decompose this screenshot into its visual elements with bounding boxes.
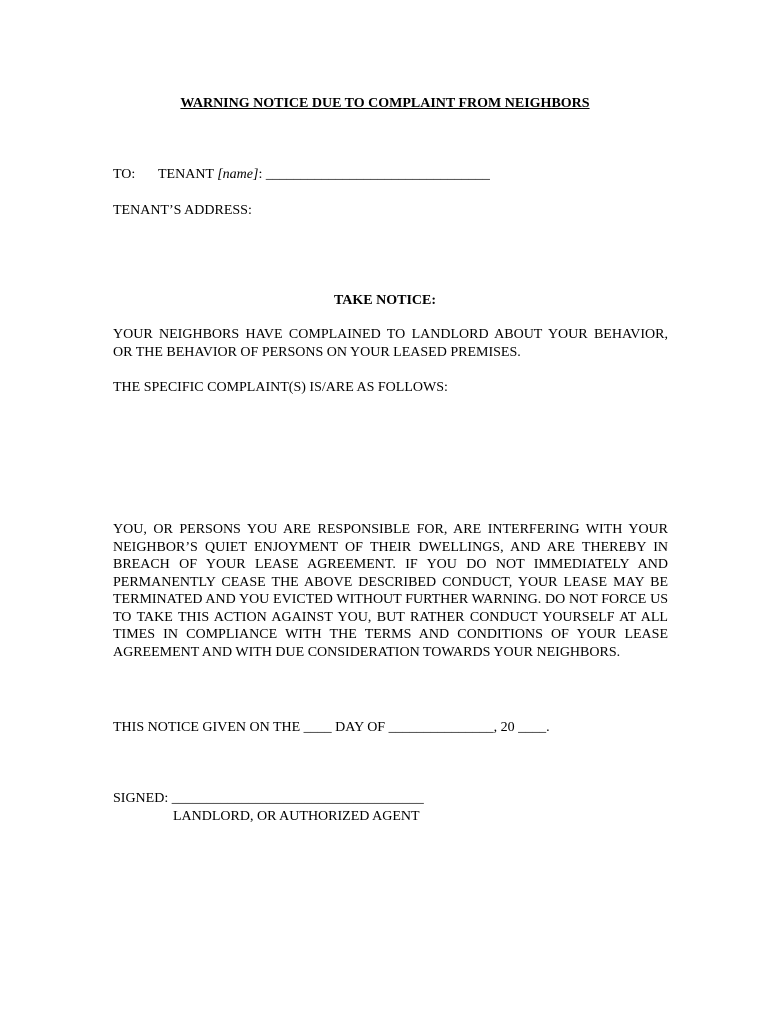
take-notice-heading: TAKE NOTICE: (333, 293, 437, 308)
to-label: TO: (113, 167, 136, 182)
document-title: WARNING NOTICE DUE TO COMPLAINT FROM NEIGHBORS (180, 96, 590, 111)
signer-title: LANDLORD, OR AUTHORIZED AGENT (173, 809, 420, 824)
tenant-name-placeholder: [name] (217, 167, 259, 182)
warning-paragraph: YOU, OR PERSONS YOU ARE RESPONSIBLE FOR, ARE INTERFERING WITH YOUR NEIGHBOR’S QUIET ENJOYMENT OF THEIR DWELLINGS, AND ARE THEREBY IN BREACH OF YOUR LEASE AGREEMENT. IF YOU DO NOT IMMEDIATELY AND PERMANENTLY CEASE THE ABOVE DESCRIBED CONDUCT, YOUR LEASE MAY BE TERMINATED AND YOU EVICTED WITHOUT FURTHER WARNING. DO NOT FORCE US TO TAKE THIS ACTION AGAINST YOU, BUT RATHER CONDUCT YOURSELF AT ALL TIMES IN COMPLIANCE WITH THE TERMS AND CONDITIONS OF YOUR LEASE AGREEMENT AND WITH DUE CONSIDERATION TOWARDS YOUR NEIGHBORS. (113, 522, 668, 660)
complaint-paragraph: YOUR NEIGHBORS HAVE COMPLAINED TO LANDLORD ABOUT YOUR BEHAVIOR, OR THE BEHAVIOR OF PERSONS ON YOUR LEASED PREMISES. (113, 327, 668, 360)
notice-date-line: THIS NOTICE GIVEN ON THE ____ DAY OF _______________, 20 ____. (113, 720, 550, 735)
tenant-address-label: TENANT’S ADDRESS: (113, 203, 252, 218)
specific-complaints-label: THE SPECIFIC COMPLAINT(S) IS/ARE AS FOLLOWS: (113, 380, 448, 395)
signature-line: SIGNED: ____________________________________ (113, 791, 424, 806)
tenant-label: TENANT (158, 167, 218, 182)
to-line (113, 166, 490, 184)
tenant-name-blank: : ________________________________ (258, 167, 490, 182)
